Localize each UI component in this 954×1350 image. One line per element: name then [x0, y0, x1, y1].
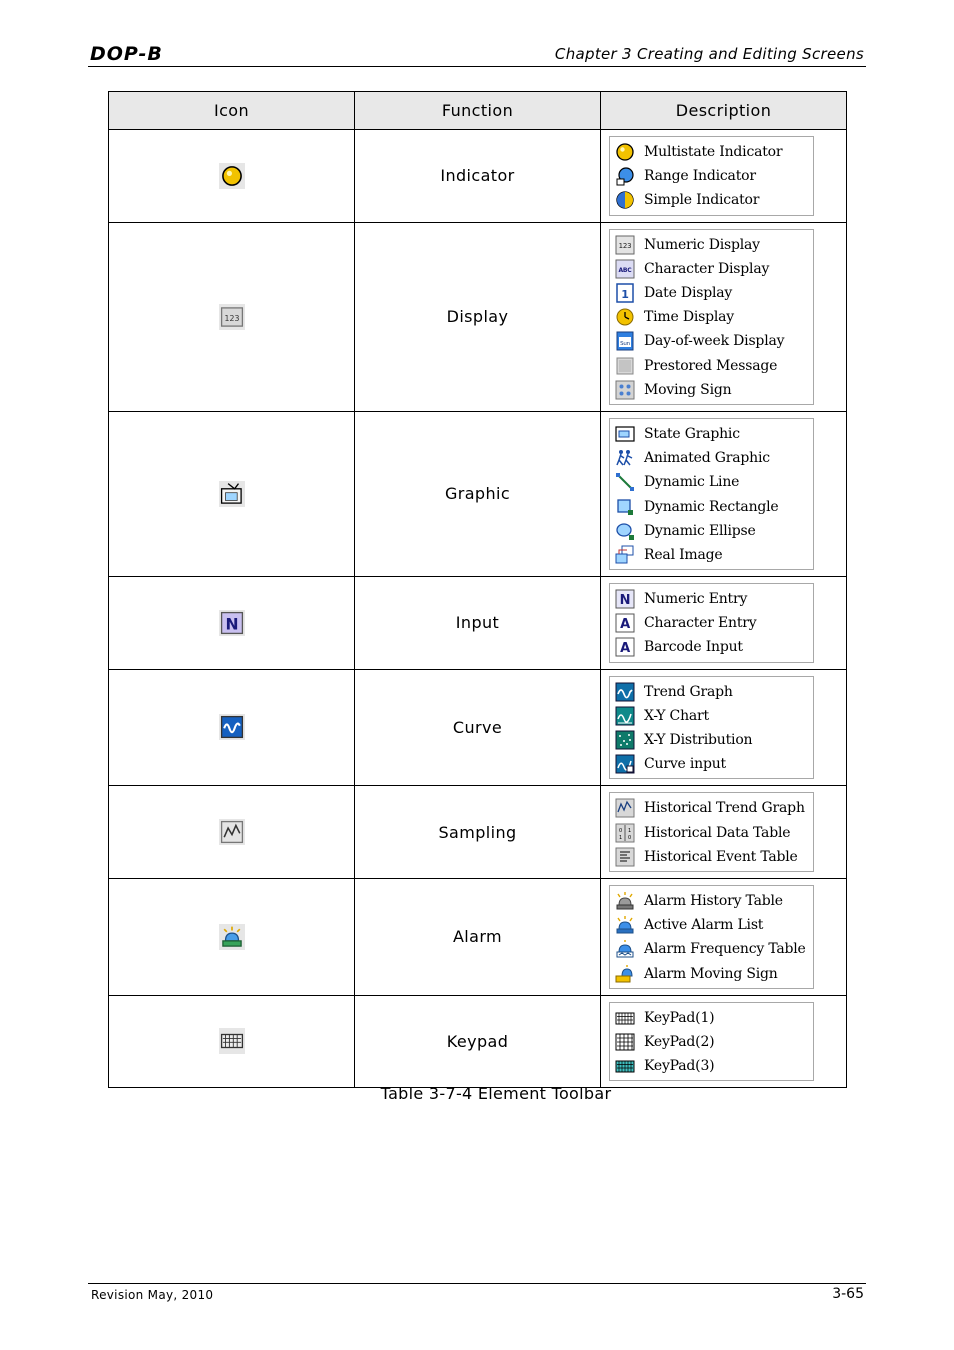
menu-item[interactable]: [610, 305, 813, 329]
table-row: [109, 577, 847, 670]
menu-item[interactable]: [610, 961, 813, 985]
menu-item-label: Historical Trend Graph: [644, 800, 805, 817]
menu-item-label: KeyPad(2): [644, 1033, 715, 1050]
dropdown-menu: [609, 229, 814, 405]
menu-item[interactable]: [610, 680, 813, 704]
menu-item-label: KeyPad(3): [644, 1058, 715, 1075]
active-alarm-list-icon: [615, 915, 635, 935]
dynamic-ellipse-icon: [615, 521, 635, 541]
barcode-input-icon: [615, 637, 635, 657]
display-icon: [219, 304, 245, 330]
menu-item-label: KeyPad(1): [644, 1009, 715, 1026]
menu-item[interactable]: [610, 257, 813, 281]
description-cell: [601, 222, 847, 411]
header-rule: [88, 66, 866, 67]
toolbar-icon-cell: [109, 669, 355, 786]
toolbar-button: [219, 610, 245, 636]
menu-item-label: Alarm Moving Sign: [644, 965, 778, 982]
character-entry-icon: [615, 613, 635, 633]
table-row: [109, 130, 847, 223]
graphic-icon: [219, 481, 245, 507]
description-cell: [601, 130, 847, 223]
character-display-icon: [615, 259, 635, 279]
keypad-3-icon: [615, 1056, 635, 1076]
menu-item[interactable]: [610, 446, 813, 470]
menu-item-label: Curve input: [644, 756, 726, 773]
svg-text:N: N: [619, 593, 631, 609]
trend-graph-icon: [615, 682, 635, 702]
xy-distribution-icon: [615, 730, 635, 750]
dropdown-menu: [609, 1002, 814, 1082]
curve-input-icon: [615, 754, 635, 774]
svg-text:1: 1: [619, 834, 622, 841]
svg-text:ABC: ABC: [618, 266, 632, 274]
menu-item[interactable]: [610, 281, 813, 305]
description-cell: [601, 577, 847, 670]
dropdown-menu: [609, 885, 814, 989]
historical-trend-graph-icon: [615, 798, 635, 818]
dropdown-menu: [609, 418, 814, 570]
input-icon: [219, 610, 245, 636]
prestored-message-icon: [615, 356, 635, 376]
toolbar-icon-cell: [109, 786, 355, 879]
function-cell: Alarm: [355, 878, 601, 995]
state-graphic-icon: [615, 424, 635, 444]
menu-item-label: Range Indicator: [644, 168, 756, 185]
description-cell: [601, 786, 847, 879]
menu-item-label: Historical Data Table: [644, 824, 791, 841]
description-cell: [601, 878, 847, 995]
menu-item[interactable]: [610, 728, 813, 752]
toolbar-button: [219, 163, 245, 189]
menu-item-label: Active Alarm List: [644, 917, 764, 934]
numeric-display-icon: [615, 235, 635, 255]
sampling-icon: [219, 819, 245, 845]
svg-text:1: 1: [628, 827, 631, 834]
function-column-header: Function: [355, 92, 601, 130]
dropdown-menu: [609, 583, 814, 663]
description-cell: [601, 669, 847, 786]
table-row: [109, 222, 847, 411]
alarm-moving-sign-icon: [615, 964, 635, 984]
animated-graphic-icon: [615, 448, 635, 468]
toolbar-button: [219, 1028, 245, 1054]
menu-item-label: Trend Graph: [644, 683, 733, 700]
menu-item-label: Dynamic Rectangle: [644, 498, 779, 515]
range-indicator-icon: [615, 166, 635, 186]
moving-sign-icon: [615, 380, 635, 400]
svg-text:0: 0: [619, 827, 622, 834]
menu-item-label: Date Display: [644, 285, 733, 302]
alarm-icon: [219, 924, 245, 950]
dropdown-menu: [609, 136, 814, 216]
simple-indicator-icon: [615, 190, 635, 210]
function-cell: Input: [355, 577, 601, 670]
historical-event-table-icon: [615, 847, 635, 867]
svg-text:1: 1: [621, 288, 629, 302]
historical-data-table-icon: [615, 823, 635, 843]
menu-item[interactable]: [610, 796, 813, 820]
menu-item-label: Numeric Display: [644, 236, 760, 253]
function-cell: Display: [355, 222, 601, 411]
function-cell: Indicator: [355, 130, 601, 223]
function-cell: Sampling: [355, 786, 601, 879]
keypad-icon: [219, 1028, 245, 1054]
curve-icon: [219, 714, 245, 740]
element-toolbar-table: [108, 91, 847, 1088]
menu-item[interactable]: [610, 233, 813, 257]
date-display-icon: [615, 283, 635, 303]
menu-item[interactable]: [610, 1054, 813, 1078]
dynamic-line-icon: [615, 472, 635, 492]
menu-item-label: Multistate Indicator: [644, 144, 783, 161]
indicator-icon: [219, 163, 245, 189]
menu-item-label: State Graphic: [644, 425, 740, 442]
svg-text:N: N: [224, 615, 239, 634]
dropdown-menu: [609, 792, 814, 872]
menu-item-label: X-Y Chart: [644, 707, 709, 724]
svg-text:Sun: Sun: [620, 341, 630, 348]
menu-item[interactable]: [610, 494, 813, 518]
menu-item[interactable]: [610, 1006, 813, 1030]
day-of-week-display-icon: [615, 331, 635, 351]
menu-item-label: Numeric Entry: [644, 591, 748, 608]
menu-item-label: Day-of-week Display: [644, 333, 785, 350]
menu-item[interactable]: [610, 704, 813, 728]
real-image-icon: [615, 545, 635, 565]
menu-item[interactable]: [610, 1030, 813, 1054]
svg-text:A: A: [620, 617, 630, 633]
menu-item-label: Alarm History Table: [644, 892, 783, 909]
toolbar-icon-cell: [109, 130, 355, 223]
toolbar-button: [219, 304, 245, 330]
menu-item[interactable]: [610, 937, 813, 961]
function-cell: Curve: [355, 669, 601, 786]
table-row: [109, 878, 847, 995]
menu-item[interactable]: [610, 164, 813, 188]
menu-item[interactable]: [610, 913, 813, 937]
menu-item-label: Animated Graphic: [644, 450, 770, 467]
page-number: 3-65: [832, 1286, 864, 1302]
menu-item-label: Dynamic Line: [644, 474, 740, 491]
function-cell: Graphic: [355, 411, 601, 576]
icon-column-header: Icon: [109, 92, 355, 130]
menu-item-label: Moving Sign: [644, 381, 732, 398]
chapter-title: Chapter 3 Creating and Editing Screens: [554, 45, 864, 63]
keypad-2-icon: [615, 1032, 635, 1052]
menu-item[interactable]: [610, 519, 813, 543]
alarm-history-table-icon: [615, 891, 635, 911]
toolbar-icon-cell: [109, 411, 355, 576]
numeric-entry-icon: [615, 589, 635, 609]
menu-item-label: X-Y Distribution: [644, 732, 753, 749]
dynamic-rectangle-icon: [615, 497, 635, 517]
time-display-icon: [615, 307, 635, 327]
logo: DOP-B: [90, 43, 163, 65]
menu-item-label: Historical Event Table: [644, 848, 798, 865]
description-cell: [601, 411, 847, 576]
toolbar-icon-cell: [109, 577, 355, 670]
menu-item[interactable]: [610, 752, 813, 776]
menu-item-label: Barcode Input: [644, 639, 743, 656]
toolbar-icon-cell: [109, 222, 355, 411]
menu-item-label: Prestored Message: [644, 357, 778, 374]
table-caption: Table 3-7-4 Element Toolbar: [380, 1084, 612, 1103]
alarm-frequency-table-icon: [615, 939, 635, 959]
menu-item-label: Dynamic Ellipse: [644, 522, 756, 539]
menu-item[interactable]: [610, 889, 813, 913]
menu-item-label: Time Display: [644, 309, 735, 326]
toolbar-button: [219, 714, 245, 740]
table-header-row: [109, 92, 847, 130]
svg-text:0: 0: [628, 834, 631, 841]
menu-item[interactable]: [610, 378, 813, 402]
menu-item-label: Alarm Frequency Table: [644, 941, 806, 958]
menu-item[interactable]: [610, 845, 813, 869]
dropdown-menu: [609, 676, 814, 780]
toolbar-icon-cell: [109, 878, 355, 995]
menu-item-label: Character Entry: [644, 615, 757, 632]
menu-item-label: Character Display: [644, 260, 770, 277]
svg-text:123: 123: [618, 241, 632, 250]
function-cell: Keypad: [355, 995, 601, 1088]
menu-item[interactable]: [610, 470, 813, 494]
description-column-header: Description: [601, 92, 847, 130]
keypad-1-icon: [615, 1008, 635, 1028]
table-row: [109, 995, 847, 1088]
menu-item-label: Real Image: [644, 546, 723, 563]
menu-item-label: Simple Indicator: [644, 192, 760, 209]
menu-item[interactable]: [610, 635, 813, 659]
menu-item[interactable]: [610, 821, 813, 845]
toolbar-button: [219, 481, 245, 507]
description-cell: [601, 995, 847, 1088]
table-row: [109, 411, 847, 576]
xy-chart-icon: [615, 706, 635, 726]
toolbar-icon-cell: [109, 995, 355, 1088]
menu-item[interactable]: [610, 587, 813, 611]
menu-item[interactable]: [610, 543, 813, 567]
table-row: [109, 786, 847, 879]
toolbar-button: [219, 924, 245, 950]
menu-item[interactable]: [610, 611, 813, 635]
menu-item[interactable]: [610, 354, 813, 378]
revision-note: Revision May, 2010: [91, 1288, 214, 1302]
menu-item[interactable]: [610, 140, 813, 164]
multistate-indicator-icon: [615, 142, 635, 162]
table-row: [109, 669, 847, 786]
toolbar-button: [219, 819, 245, 845]
footer-rule: [88, 1283, 866, 1284]
menu-item[interactable]: [610, 422, 813, 446]
svg-text:123: 123: [224, 313, 239, 323]
menu-item[interactable]: [610, 188, 813, 212]
svg-text:A: A: [620, 641, 630, 657]
menu-item[interactable]: [610, 329, 813, 353]
